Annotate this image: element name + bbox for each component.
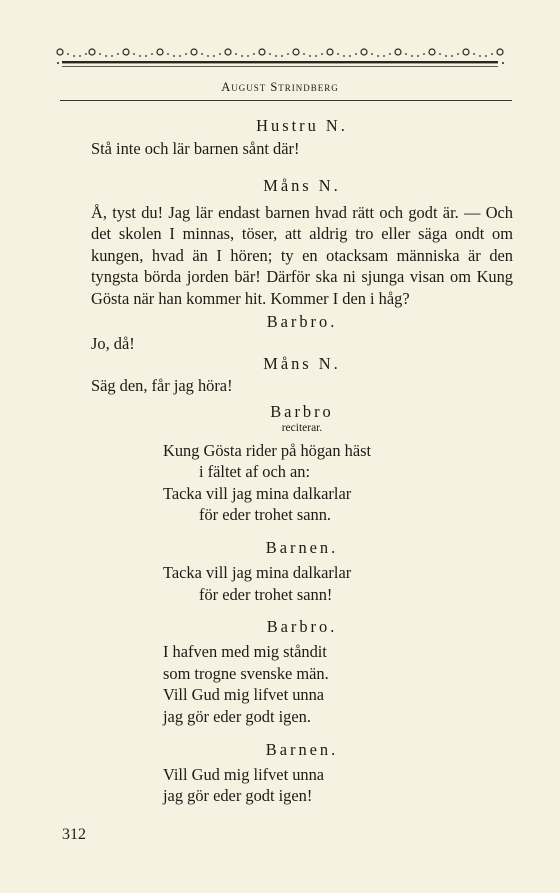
verse-line: Tacka vill jag mina dalkarlar [163, 483, 352, 503]
verse-3 [163, 641, 513, 727]
speech-mans-n: Å, tyst du! Jag lär endast barnen hvad rätt och godt är. — Och det skolen I minnas, töser, att aldrig tro eller säga ondt om kungen, hvad än I hören; ty en otacksam människa är den tyngsta börda jorden bär! Därför ska ni sjunga visan om Kung Gösta när han kommer hit. Kommer I den i håg? [91, 202, 513, 308]
verse-line: för eder trohet sann. [199, 505, 331, 525]
speaker-barbro-3: Barbro. [266, 617, 338, 637]
verse-line: Tacka vill jag mina dalkarlar [163, 562, 352, 582]
speech-hustru-n: Stå inte och lär barnen sånt där! [91, 139, 300, 158]
speaker-mans-n-2: Måns N. [263, 353, 341, 373]
verse-line: jag gör eder godt igen! [163, 786, 313, 806]
speaker-barnen-2: Barnen. [265, 739, 339, 759]
page-text [91, 110, 513, 807]
verse-1 [163, 440, 513, 526]
speaker-barbro: Barbro. [266, 311, 338, 331]
page-number: 312 [62, 826, 86, 843]
speaker-barnen: Barnen. [265, 537, 339, 557]
verse-line: i fältet af och an: [199, 462, 311, 482]
verse-line: jag gör eder godt igen. [163, 706, 311, 726]
verse-line: Vill Gud mig lifvet unna [163, 764, 325, 784]
verse-line: Kung Gösta rider på högan häst [163, 440, 372, 460]
running-header: August Strindberg [221, 80, 339, 94]
verse-line: som trogne svenske män. [163, 663, 329, 683]
verse-4 [163, 764, 513, 807]
speaker-barbro-2: Barbro [270, 401, 334, 421]
verse-line: för eder trohet sann! [199, 584, 333, 604]
verse-2 [163, 562, 513, 605]
verse-line: Vill Gud mig lifvet unna [163, 685, 325, 705]
speaker-mans-n: Måns N. [263, 175, 341, 195]
ornament-border [56, 46, 506, 74]
header-rule [60, 100, 512, 101]
stage-direction: reciterar. [281, 421, 323, 434]
verse-line: I hafven med mig ståndit [163, 642, 327, 662]
speaker-hustru-n: Hustru N. [256, 116, 348, 135]
speech-barbro: Jo, då! [91, 333, 135, 353]
speech-mans-n-2: Säg den, får jag höra! [91, 375, 233, 395]
